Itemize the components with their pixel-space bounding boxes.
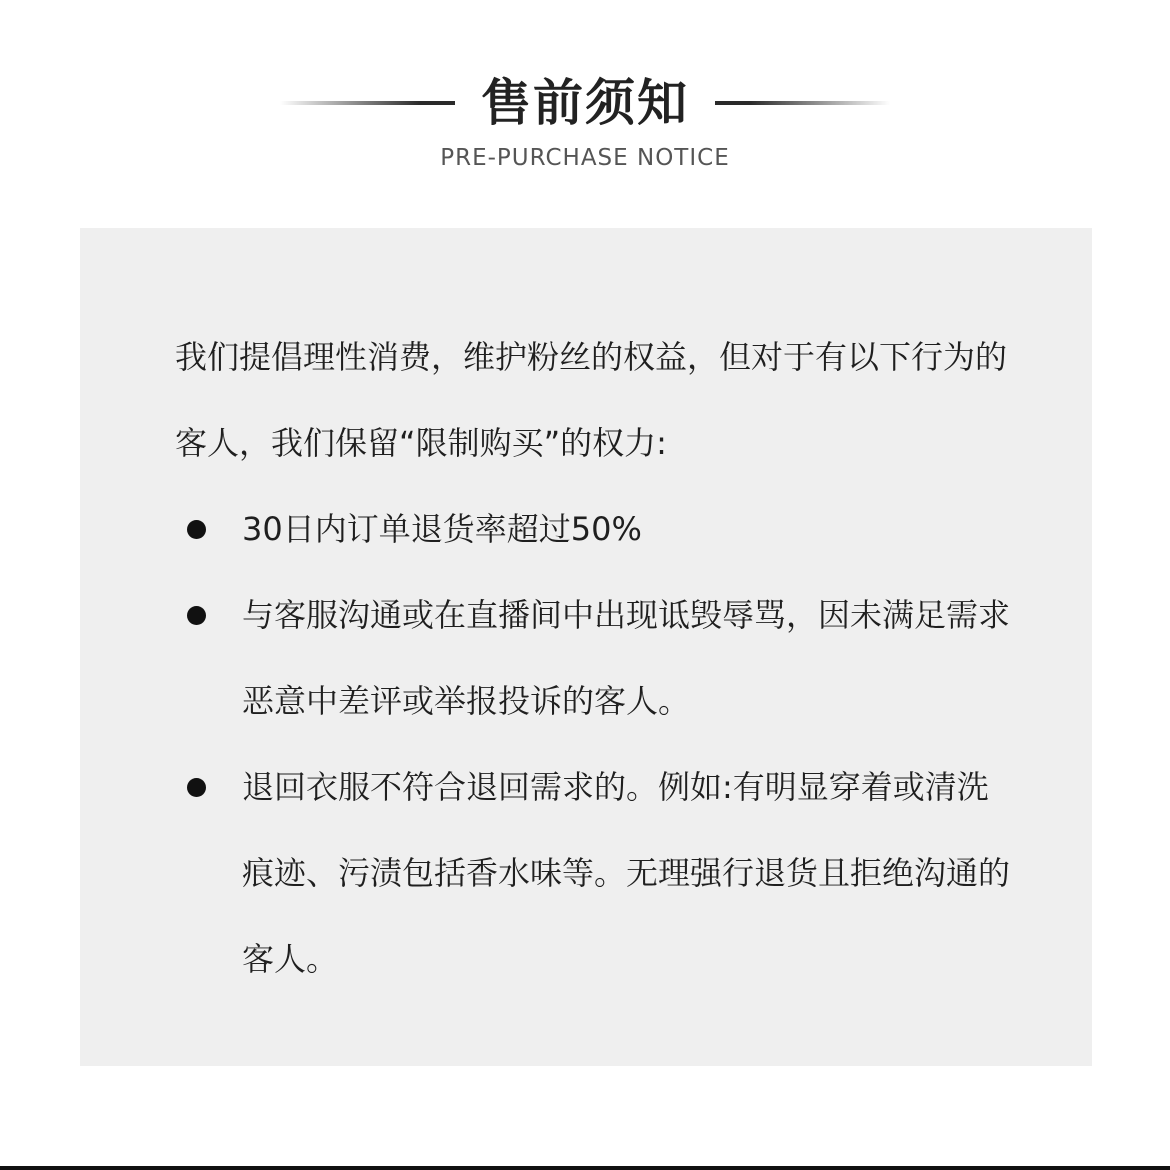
page-subtitle: PRE-PURCHASE NOTICE — [440, 145, 730, 171]
list-item-text: 30日内订单退货率超过50% — [242, 510, 642, 548]
notice-header — [0, 0, 1170, 200]
notice-list — [175, 486, 1015, 1002]
bullet-icon — [187, 606, 206, 625]
list-item — [175, 572, 1015, 744]
notice-intro: 我们提倡理性消费，维护粉丝的权益，但对于有以下行为的客人，我们保留“限制购买”的权力: — [175, 338, 1008, 462]
list-item — [175, 744, 1015, 1002]
list-item-text: 与客服沟通或在直播间中出现诋毁辱骂，因未满足需求恶意中差评或举报投诉的客人。 — [242, 596, 1011, 720]
title-left-divider — [280, 101, 455, 105]
bottom-divider — [0, 1166, 1170, 1170]
page-title: 售前须知 — [481, 74, 689, 132]
bullet-icon — [187, 520, 206, 539]
notice-content — [175, 314, 1015, 1002]
title-right-divider — [715, 101, 890, 105]
title-row — [0, 68, 1170, 138]
list-item-text: 退回衣服不符合退回需求的。例如:有明显穿着或清洗痕迹、污渍包括香水味等。无理强行退货且拒绝沟通的客人。 — [242, 768, 1011, 978]
notice-panel — [80, 228, 1092, 1066]
list-item — [175, 486, 1015, 572]
bullet-icon — [187, 778, 206, 797]
